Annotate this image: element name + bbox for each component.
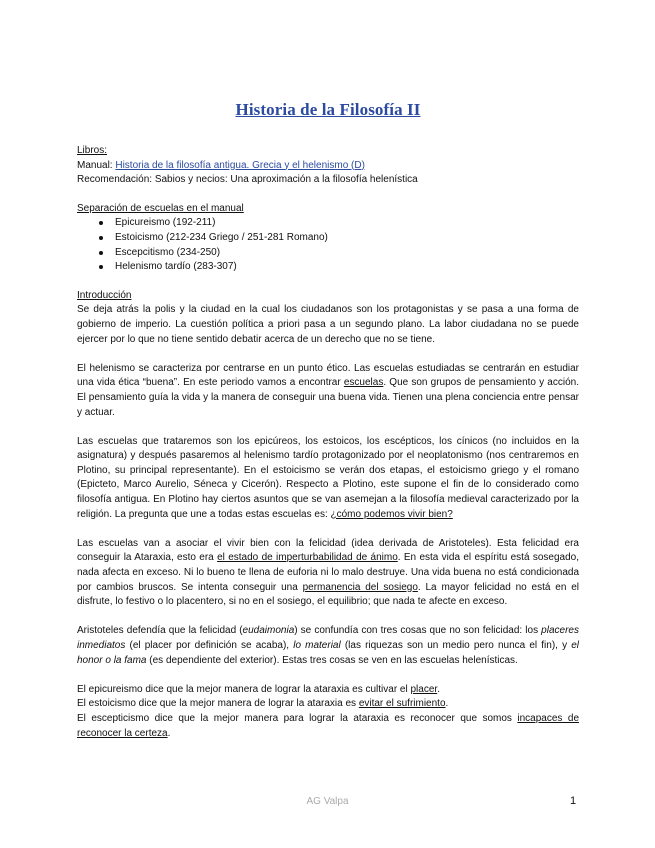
intro-paragraph-4: Las escuelas van a asociar el vivir bien con la felicidad (idea derivada de Aristoteles). Esta felicidad era conseguir la Ataraxia, esto era el estado de imperturbabilidad de ánimo. En esta vida el espíritu está sosegado, nada afecta en exceso. Ni lo bueno te llena de euforia ni lo malo destruye. Una vida buena no está condicionada por cambios bruscos. Se intenta conseguir una permanencia del sosiego. La mayor felicidad no está en el disfrute, lo festivo o lo placentero, si no en el sosiego, el equilibrio; que nada te afecte en exceso. xyxy=(77,537,579,608)
intro-heading: Introducción xyxy=(77,289,132,301)
list-item: Escepcitismo (234-250) xyxy=(77,246,579,261)
page-title: Historia de la Filosofía II xyxy=(235,100,421,119)
manual-line xyxy=(77,159,579,174)
manual-prefix: Manual: xyxy=(77,159,116,171)
permanencia-term: permanencia del sosiego xyxy=(302,581,418,593)
eudaimonia-term: eudaimonia xyxy=(242,625,295,637)
honor-term: el honor o la fama xyxy=(77,640,579,666)
intro-paragraph-1: Se deja atrás la polis y la ciudad en la cual los ciudadanos son los protagonistas y se pasa a una forma de gobierno de imperio. La cuestión política a priori pasa a un segundo plano. La labor ciudadana no se puede ejercer por lo que no tiene sentido debatir acerca de un derecho que no se tiene. xyxy=(77,304,579,345)
list-item: Estoicismo (212-234 Griego / 251-281 Romano) xyxy=(77,231,579,246)
bullet-icon xyxy=(99,236,103,240)
intro-paragraph-2: El helenismo se caracteriza por centrarse en un punto ético. Las escuelas estudiadas se centrarán en estudiar una vida ética “buena”. En este periodo vamos a encontrar escuelas. Que son grupos de pensamiento y acción. El pensamiento guía la vida y la manera de conseguir una buena vida. Tienen una plena conciencia entre pensar y actuar. xyxy=(77,362,579,418)
manual-link[interactable]: Historia de la filosofía antigua. Grecia y el helenismo (D) xyxy=(115,159,365,171)
key-question: ¿cómo podemos vivir bien? xyxy=(330,508,453,520)
schools-heading: Separación de escuelas en el manual xyxy=(77,202,244,214)
escuelas-term: escuelas xyxy=(343,377,384,389)
intro-paragraph-5: Aristoteles defendía que la felicidad (eudaimonia) se confundía con tres cosas que no son felicidad: los placeres inmediatos (el placer por definición se acaba), lo material (las riquezas son un medio pero nunca el fin), y el honor o la fama (es dependiente del exterior). Estas tres cosas se ven en las escuelas helenísticas. xyxy=(77,625,579,666)
bullet-icon xyxy=(99,251,103,255)
bullet-icon xyxy=(99,265,103,269)
epicureismo-line: El epicureismo dice que la mejor manera de lograr la ataraxia es cultivar el placer. xyxy=(77,683,440,695)
material-term: lo material xyxy=(293,640,341,651)
ataraxia-definition: el estado de imperturbabilidad de ánimo xyxy=(217,552,398,564)
footer-author: AG Valpa xyxy=(306,796,349,807)
list-item: Helenismo tardío (283-307) xyxy=(77,260,579,275)
document-page xyxy=(77,100,579,741)
placeres-term: placeres inmediatos xyxy=(77,625,579,651)
bullet-icon xyxy=(99,221,103,225)
list-item: Epicureismo (192-211) xyxy=(77,216,579,231)
recommendation-line: Recomendación: Sabios y necios: Una aproximación a la filosofía helenística xyxy=(77,174,418,186)
page-number: 1 xyxy=(570,795,577,807)
intro-paragraph-3: Las escuelas que trataremos son los epicúreos, los estoicos, los escépticos, los cínicos (no incluidos en la asignatura) y después pasaremos al helenismo tardío protagonizado por el neoplatonismo (nos centraremos en Plotino, su principal representante). En el estoicismo se verán dos etapas, el estoicismo griego y el romano (Epicteto, Marco Aurelio, Séneca y Cicerón). Respecto a Plotino, este supone el fin de lo considerado como filosofía antigua. En Plotino hay ciertos asuntos que se van asemejan a la filosofía medieval caracterizado por la religión. La pregunta que une a todas estas escuelas es: ¿cómo podemos vivir bien? xyxy=(77,435,579,520)
estoicismo-line: El estoicismo dice que la mejor manera de lograr la ataraxia es evitar el sufrimiento. xyxy=(77,698,449,710)
schools-list xyxy=(77,216,579,274)
books-heading: Libros: xyxy=(77,145,108,156)
escepticismo-line: El escepticismo dice que la mejor manera para lograr la ataraxia es reconocer que somos incapaces de reconocer la certeza. xyxy=(77,712,579,739)
